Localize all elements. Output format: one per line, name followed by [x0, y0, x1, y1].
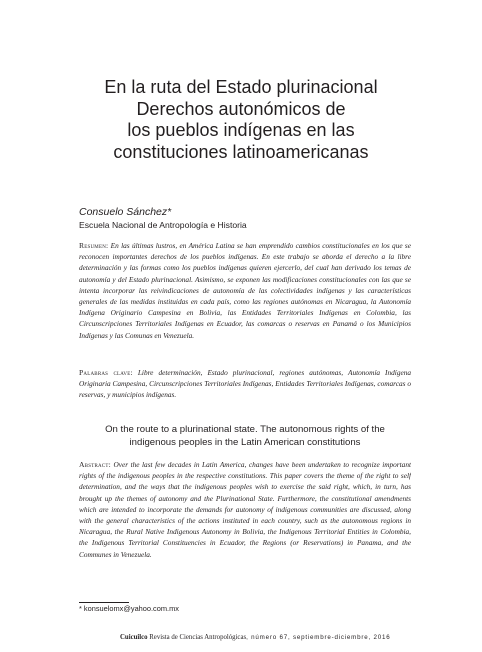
journal-name	[120, 634, 246, 641]
footnote-divider	[79, 602, 129, 603]
title-line: constituciones latinoamericanas	[113, 141, 369, 162]
english-title	[79, 424, 411, 449]
author-email-footnote: * konsuelomx@yahoo.com.mx	[79, 604, 179, 613]
author-name: Consuelo Sánchez*	[79, 206, 172, 218]
abstract-label: Abstract:	[79, 460, 111, 469]
title-line: Derechos autonómicos de	[136, 98, 346, 119]
journal-issue: , número 67, septiembre-diciembre, 2016	[246, 634, 391, 641]
english-title-line: indigenous peoples in the Latin American constitutions	[129, 436, 361, 448]
article-title	[60, 77, 422, 163]
journal-name-prefix: Cuicuilco	[120, 634, 148, 641]
keywords-label: Palabras clave:	[79, 368, 133, 377]
resumen-label: Resumen:	[79, 241, 109, 250]
abstract-paragraph	[79, 459, 411, 600]
journal-footer	[120, 634, 420, 641]
resumen-paragraph	[79, 240, 411, 362]
journal-name-rest: Revista de Ciencias Antropológicas	[147, 634, 247, 641]
keywords-text: Libre determinación, Estado plurinacional, regiones autónomas, Autonomía Indígena Originaria Campesina, Circunscripciones Territoriales Indígenas, Entidades Territoriales Indígenas, comarcas o reservas, y municipios indígenas.	[79, 368, 411, 400]
keywords-paragraph	[79, 367, 411, 403]
title-line: los pueblos indígenas en las	[127, 120, 355, 140]
resumen-text: En las últimas lustros, en América Latina se han emprendido cambios constitucionales en los que se reconocen importantes derechos de los pueblos indígenas. En este trabajo se aborda el derecho a la libre determinación y las formas como los pueblos indígenas quieren ejercerlo, del cual han derivado los temas de autonomía y del Estado plurinacional. Asimismo, se exponen las modificaciones constitucionales con las que se intenta incorporar las reivindicaciones de autonomía de las colectividades indígenas y las características generales de las medidas instituidas en cada país, como las regiones autónomas en Nicaragua, la Autonomía Indígena Originario Campesina en Bolivia, las Entidades Territoriales Indígenas en Colombia, las Circunscripciones Territoriales Indígenas en Ecuador, las comarcas o reservas en Panamá o los Municipios Indígenas y las Comunas en Venezuela.	[79, 241, 411, 340]
english-title-line: On the route to a plurinational state. The autonomous rights of the	[105, 424, 385, 435]
title-line: En la ruta del Estado plurinacional	[104, 77, 378, 97]
author-affiliation: Escuela Nacional de Antropología e Historia	[79, 220, 247, 230]
abstract-text: Over the last few decades in Latin America, changes have been undertaken to recognize important rights of the indigenous peoples in the respective constitutions. This paper covers the theme of the right to self determination, and the ways that the indigenous peoples wish to exercise the said right, which, in turn, has brought up the themes of autonomy and the Plurinational State. Furthermore, the constitutional amendments which are intended to incorporate the demands for autonomy of indigenous communities are discussed, along with the general characteristics of the actions instituted in each country, such as the autonomous regions in Nicaragua, the Rural Native Indigenous Autonomy in Bolivia, the Indigenous Territorial Entities in Colombia, the Indigenous Territorial Constituencies in Ecuador, the Regions (or Reservations) in Panama, and the Communes in Venezuela.	[79, 460, 411, 559]
